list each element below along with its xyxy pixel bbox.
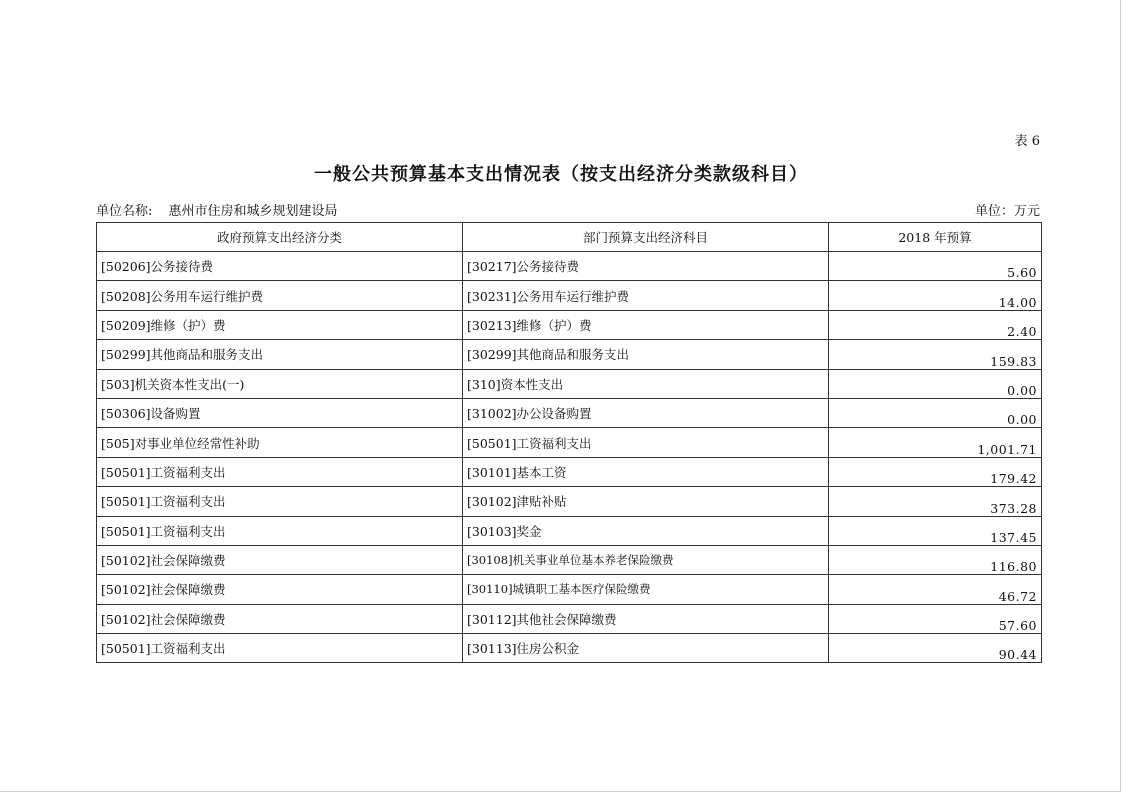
table-row: [97, 281, 1042, 310]
gov-classification-cell: [50501]工资福利支出: [97, 634, 463, 663]
table-number: 表 6: [1014, 134, 1040, 149]
budget-amount-cell: 90.44: [829, 634, 1042, 663]
budget-amount-cell: 373.28: [829, 487, 1042, 516]
table-row: [97, 398, 1042, 427]
table-row: [97, 369, 1042, 398]
budget-amount-cell: 2.40: [829, 310, 1042, 339]
dept-subject-cell: [30213]维修（护）费: [463, 310, 829, 339]
budget-amount-cell: 46.72: [829, 575, 1042, 604]
header-gov-classification: 政府预算支出经济分类: [97, 223, 463, 252]
gov-classification-cell: [503]机关资本性支出(一): [97, 369, 463, 398]
dept-subject-cell: [50501]工资福利支出: [463, 428, 829, 457]
dept-subject-cell: [30108]机关事业单位基本养老保险缴费: [463, 545, 829, 574]
dept-subject-cell: [30102]津贴补贴: [463, 487, 829, 516]
unit-label: 单位：万元: [974, 204, 1040, 219]
unit-name-group: [96, 200, 338, 219]
budget-amount-cell: 179.42: [829, 457, 1042, 486]
gov-classification-cell: [50501]工资福利支出: [97, 516, 463, 545]
budget-amount-cell: 137.45: [829, 516, 1042, 545]
table-body: [97, 252, 1042, 663]
page-title: 一般公共预算基本支出情况表（按支出经济分类款级科目）: [314, 164, 808, 185]
gov-classification-cell: [50206]公务接待费: [97, 252, 463, 281]
table-header-row: [97, 223, 1042, 252]
table-row: [97, 428, 1042, 457]
dept-subject-cell: [30217]公务接待费: [463, 252, 829, 281]
gov-classification-cell: [50501]工资福利支出: [97, 457, 463, 486]
table-row: [97, 487, 1042, 516]
unit-name-value: 惠州市住房和城乡规划建设局: [168, 204, 338, 219]
dept-subject-cell: [31002]办公设备购置: [463, 398, 829, 427]
table-row: [97, 516, 1042, 545]
budget-amount-cell: 1,001.71: [829, 428, 1042, 457]
budget-amount-cell: 14.00: [829, 281, 1042, 310]
gov-classification-cell: [50102]社会保障缴费: [97, 604, 463, 633]
gov-classification-cell: [50102]社会保障缴费: [97, 575, 463, 604]
gov-classification-cell: [50208]公务用车运行维护费: [97, 281, 463, 310]
budget-amount-cell: 5.60: [829, 252, 1042, 281]
table-row: [97, 575, 1042, 604]
dept-subject-cell: [30299]其他商品和服务支出: [463, 340, 829, 369]
budget-amount-cell: 57.60: [829, 604, 1042, 633]
gov-classification-cell: [50102]社会保障缴费: [97, 545, 463, 574]
budget-table: [96, 222, 1042, 663]
gov-classification-cell: [505]对事业单位经常性补助: [97, 428, 463, 457]
header-dept-subject: 部门预算支出经济科目: [463, 223, 829, 252]
table-row: [97, 545, 1042, 574]
gov-classification-cell: [50209]维修（护）费: [97, 310, 463, 339]
budget-amount-cell: 116.80: [829, 545, 1042, 574]
table-row: [97, 310, 1042, 339]
table-row: [97, 604, 1042, 633]
budget-amount-cell: 0.00: [829, 398, 1042, 427]
dept-subject-cell: [30103]奖金: [463, 516, 829, 545]
budget-amount-cell: 159.83: [829, 340, 1042, 369]
table-row: [97, 252, 1042, 281]
table-row: [97, 340, 1042, 369]
gov-classification-cell: [50501]工资福利支出: [97, 487, 463, 516]
dept-subject-cell: [30231]公务用车运行维护费: [463, 281, 829, 310]
gov-classification-cell: [50299]其他商品和服务支出: [97, 340, 463, 369]
dept-subject-cell: [30113]住房公积金: [463, 634, 829, 663]
dept-subject-cell: [30112]其他社会保障缴费: [463, 604, 829, 633]
table-row: [97, 457, 1042, 486]
header-budget-2018: 2018 年预算: [829, 223, 1042, 252]
budget-amount-cell: 0.00: [829, 369, 1042, 398]
meta-row: [96, 200, 1040, 219]
gov-classification-cell: [50306]设备购置: [97, 398, 463, 427]
dept-subject-cell: [30101]基本工资: [463, 457, 829, 486]
dept-subject-cell: [30110]城镇职工基本医疗保险缴费: [463, 575, 829, 604]
dept-subject-cell: [310]资本性支出: [463, 369, 829, 398]
unit-name-label: 单位名称:: [96, 204, 153, 219]
table-row: [97, 634, 1042, 663]
